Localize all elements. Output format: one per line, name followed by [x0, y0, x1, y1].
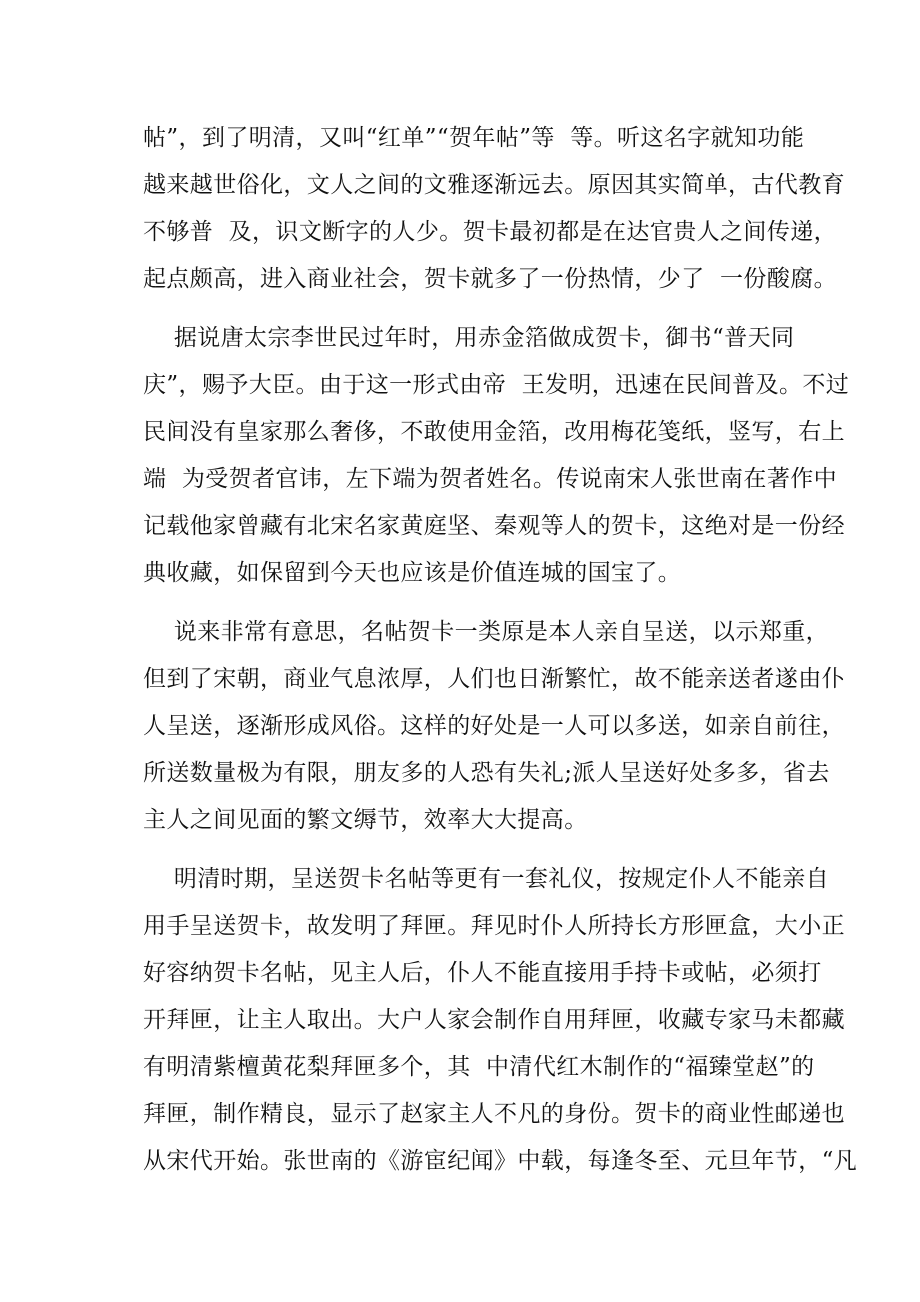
- text-line: 说来非常有意思，名帖贺卡一类原是本人亲自呈送，以示郑重，: [143, 619, 830, 645]
- text-line: 庆”，赐予大臣。由于这一形式由帝 王发明，迅速在民间普及。不过: [143, 372, 850, 398]
- text-line: 但到了宋朝，商业气息浓厚，人们也日渐繁忙，故不能亲送者遂由仆: [143, 666, 845, 692]
- text-line: 人呈送，逐渐形成风俗。这样的好处是一人可以多送，如亲自前往，: [143, 713, 845, 739]
- text-line: 明清时期，呈送贺卡名帖等更有一套礼仪，按规定仆人不能亲自: [143, 866, 830, 892]
- text-line: 民间没有皇家那么奢侈，不敢使用金箔，改用梅花笺纸，竖写，右上: [143, 419, 845, 445]
- text-line: 典收藏，如保留到今天也应该是价值连城的国宝了。: [143, 560, 682, 586]
- text-line: 帖”，到了明清，又叫“红单”“贺年帖”等 等。听这名字就知功能: [143, 125, 805, 151]
- text-line: 越来越世俗化，文人之间的文雅逐渐远去。原因其实简单，古代教育: [143, 172, 845, 198]
- text-line: 据说唐太宗李世民过年时，用赤金箔做成贺卡，御书“普天同: [143, 325, 795, 351]
- text-line: 起点颇高，进入商业社会，贺卡就多了一份热情，少了 一份酸腐。: [143, 266, 838, 292]
- text-line: 有明清紫檀黄花梨拜匣多个，其 中清代红木制作的“福臻堂赵”的: [143, 1054, 815, 1080]
- text-line: 用手呈送贺卡，故发明了拜匣。拜见时仆人所持长方形匣盒，大小正: [143, 913, 845, 939]
- text-line: 主人之间见面的繁文缛节，效率大大提高。: [143, 807, 588, 833]
- text-line: 从宋代开始。张世南的《游宦纪闻》中载，每逢冬至、元旦年节，“凡: [143, 1148, 858, 1174]
- text-line: 不够普 及，识文断字的人少。贺卡最初都是在达官贵人之间传递，: [143, 219, 838, 245]
- text-line: 开拜匣，让主人取出。大户人家会制作自用拜匣，收藏专家马未都藏: [143, 1007, 845, 1033]
- text-line: 所送数量极为有限，朋友多的人恐有失礼;派人呈送好处多多，省去: [143, 760, 830, 786]
- text-line: 端 为受贺者官讳，左下端为贺者姓名。传说南宋人张世南在著作中: [143, 466, 838, 492]
- text-line: 记载他家曾藏有北宋名家黄庭坚、秦观等人的贺卡，这绝对是一份经: [143, 513, 845, 539]
- text-line: 好容纳贺卡名帖，见主人后，仆人不能直接用手持卡或帖，必须打: [143, 960, 822, 986]
- text-line: 拜匣，制作精良，显示了赵家主人不凡的身份。贺卡的商业性邮递也: [143, 1101, 845, 1127]
